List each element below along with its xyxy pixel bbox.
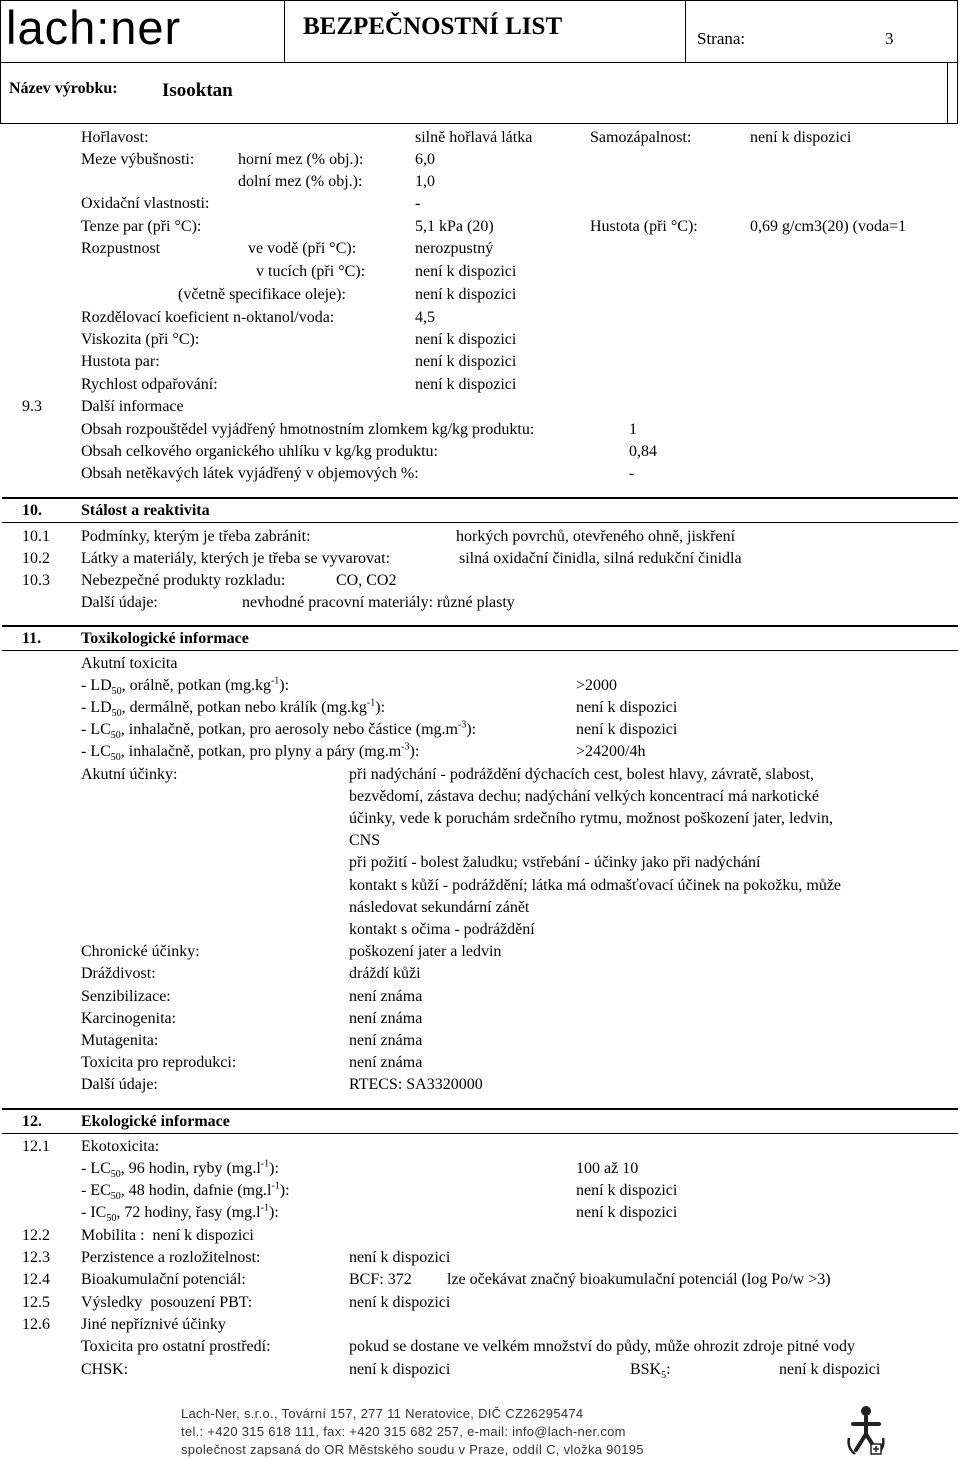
autoignition-label: Samozápalnost: bbox=[590, 129, 692, 146]
chronic-label: Chronické účinky: bbox=[81, 943, 200, 960]
row-number: 12.1 bbox=[22, 1138, 50, 1155]
ecotoxicity-label: Ekotoxicita: bbox=[81, 1138, 160, 1155]
vapour-density-label: Hustota par: bbox=[81, 353, 160, 370]
pbt-label: Výsledky posouzení PBT: bbox=[81, 1294, 253, 1311]
section-number: 12. bbox=[22, 1113, 42, 1130]
ic50-algae-value: není k dispozici bbox=[576, 1204, 678, 1221]
bsk-label: $BSK_5$: bbox=[630, 1361, 671, 1382]
acute-effects-line: účinky, vede k poruchám srdečního rytmu, možnost poškození jater, ledvin, bbox=[349, 810, 833, 827]
conditions-label: Podmínky, kterým je třeba zabránit: bbox=[81, 528, 311, 545]
environment-toxicity-label: Toxicita pro ostatní prostředí: bbox=[81, 1338, 271, 1355]
acute-effects-line: následovat sekundární zánět bbox=[349, 899, 530, 916]
footer-address: Lach-Ner, s.r.o., Tovární 157, 277 11 Neratovice, DIČ CZ26295474 bbox=[181, 1406, 584, 1421]
section-number: 11. bbox=[22, 630, 42, 647]
section-divider bbox=[2, 1108, 958, 1110]
product-label: Název výrobku: bbox=[9, 80, 118, 97]
decomposition-value: CO, CO2 bbox=[336, 572, 397, 589]
bsk-value: není k dispozici bbox=[779, 1361, 881, 1378]
sensitization-label: Senzibilizace: bbox=[81, 988, 171, 1005]
section-divider bbox=[2, 650, 958, 651]
irritation-value: dráždí kůži bbox=[349, 965, 421, 982]
ic50-algae-label: - $IC_{50}$, 72 hodiny, řasy $(mg.l^{-1})$: bbox=[81, 1202, 279, 1225]
vapour-pressure-label: Tenze par (při °C): bbox=[81, 218, 202, 235]
other-data-value: nevhodné pracovní materiály: různé plasty bbox=[242, 594, 515, 611]
acute-effects-line: bezvědomí, zástava dechu; nadýchání velkých koncentrací má narkotické bbox=[349, 788, 820, 805]
row-number: 12.5 bbox=[22, 1294, 50, 1311]
subsection-title: Další informace bbox=[81, 398, 184, 415]
other-data-value: RTECS: SA3320000 bbox=[349, 1076, 483, 1093]
acute-toxicity-title: Akutní toxicita bbox=[81, 655, 178, 672]
carcinogenicity-value: není známa bbox=[349, 1010, 423, 1027]
ld50-dermal-value: není k dispozici bbox=[576, 699, 678, 716]
chronic-value: poškození jater a ledvin bbox=[349, 943, 502, 960]
carbon-content-value: 0,84 bbox=[629, 443, 657, 460]
acute-effects-line: CNS bbox=[349, 832, 381, 849]
incompatible-value: silná oxidační činidla, silná redukční činidla bbox=[459, 550, 742, 567]
footer-contact: tel.: +420 315 618 111, fax: +420 315 682 257, e-mail: info@lach-ner.com bbox=[181, 1424, 626, 1439]
viscosity-label: Viskozita (při °C): bbox=[81, 331, 200, 348]
ec50-daphnia-value: není k dispozici bbox=[576, 1182, 678, 1199]
section-title: Stálost a reaktivita bbox=[81, 502, 210, 519]
logo: lach:ner bbox=[6, 1, 182, 54]
lc50-fish-label: - $LC_{50}$, 96 hodin, ryby $(mg.l^{-1})$: bbox=[81, 1158, 279, 1181]
other-effects-label: Jiné nepříznivé účinky bbox=[81, 1316, 226, 1333]
irritation-label: Dráždivost: bbox=[81, 965, 156, 982]
row-number: 10.2 bbox=[22, 550, 50, 567]
subsection-number: 9.3 bbox=[22, 398, 42, 415]
row-number: 12.4 bbox=[22, 1271, 50, 1288]
acute-effects-line: kontakt s kůží - podráždění; látka má odmašťovací účinek na pokožku, může bbox=[349, 877, 842, 894]
mobility-text: Mobilita : není k dispozici bbox=[81, 1227, 254, 1244]
solubility-water-value: nerozpustný bbox=[415, 240, 494, 257]
pbt-value: není k dispozici bbox=[349, 1294, 451, 1311]
page-label: Strana: bbox=[697, 29, 746, 48]
row-number: 10.1 bbox=[22, 528, 50, 545]
flammability-label: Hořlavost: bbox=[81, 129, 149, 146]
persistence-label: Perzistence a rozložitelnost: bbox=[81, 1249, 261, 1266]
autoignition-value: není k dispozici bbox=[750, 129, 852, 146]
bioaccumulation-value: BCF: 372 bbox=[349, 1271, 412, 1288]
carcinogenicity-label: Karcinogenita: bbox=[81, 1010, 177, 1027]
acute-effects-label: Akutní účinky: bbox=[81, 766, 178, 783]
section-divider bbox=[2, 497, 958, 499]
decomposition-label: Nebezpečné produkty rozkladu: bbox=[81, 572, 286, 589]
lc50-aerosol-value: není k dispozici bbox=[576, 721, 678, 738]
section-title: Toxikologické informace bbox=[81, 630, 249, 647]
section-number: 10. bbox=[22, 502, 42, 519]
header-divider bbox=[947, 62, 948, 124]
header-divider bbox=[284, 0, 285, 62]
conditions-value: horkých povrchů, otevřeného ohně, jiskření bbox=[456, 528, 736, 545]
partition-label: Rozdělovací koeficient n-oktanol/voda: bbox=[81, 309, 335, 326]
environment-toxicity-value: pokud se dostane ve velkém množství do půdy, může ohrozit zdroje pitné vody bbox=[349, 1338, 855, 1355]
section-divider bbox=[2, 522, 958, 523]
reproduction-label: Toxicita pro reprodukci: bbox=[81, 1054, 237, 1071]
evaporation-value: není k dispozici bbox=[415, 376, 517, 393]
recycling-person-icon bbox=[845, 1404, 887, 1456]
mutagenicity-label: Mutagenita: bbox=[81, 1032, 159, 1049]
section-title: Ekologické informace bbox=[81, 1113, 230, 1130]
section-divider bbox=[2, 625, 958, 627]
acute-effects-line: při požití - bolest žaludku; vstřebání - účinky jako při nadýchání bbox=[349, 854, 761, 871]
explosion-upper-value: 6,0 bbox=[415, 151, 435, 168]
chsk-value: není k dispozici bbox=[349, 1361, 451, 1378]
acute-effects-line: při nadýchání - podráždění dýchacích cest, bolest hlavy, závratě, slabost, bbox=[349, 766, 815, 783]
solubility-water-label: ve vodě (při °C): bbox=[248, 240, 357, 257]
density-label: Hustota (při °C): bbox=[590, 218, 698, 235]
evaporation-label: Rychlost odpařování: bbox=[81, 376, 218, 393]
lc50-aerosol-label: - $LC_{50}$, inhalačně, potkan, pro aerosoly nebo částice $(mg.m^{-3})$: bbox=[81, 719, 477, 742]
solubility-oil-value: není k dispozici bbox=[415, 286, 517, 303]
solvent-content-label: Obsah rozpouštědel vyjádřený hmotnostním zlomkem kg/kg produktu: bbox=[81, 421, 535, 438]
lc50-gas-value: >24200/4h bbox=[576, 743, 646, 760]
row-number: 10.3 bbox=[22, 572, 50, 589]
section-divider bbox=[2, 1133, 958, 1134]
vapour-density-value: není k dispozici bbox=[415, 353, 517, 370]
sensitization-value: není známa bbox=[349, 988, 423, 1005]
ld50-oral-value: >2000 bbox=[576, 677, 618, 694]
solubility-oil-label: (včetně specifikace oleje): bbox=[178, 286, 346, 303]
density-value: 0,69 g/cm3(20) (voda=1 bbox=[750, 218, 907, 235]
carbon-content-label: Obsah celkového organického uhlíku v kg/kg produktu: bbox=[81, 443, 438, 460]
mutagenicity-value: není známa bbox=[349, 1032, 423, 1049]
acute-effects-line: kontakt s očima - podráždění bbox=[349, 921, 535, 938]
row-number: 12.6 bbox=[22, 1316, 50, 1333]
oxidizing-label: Oxidační vlastnosti: bbox=[81, 195, 210, 212]
nonvolatile-label: Obsah netěkavých látek vyjádřený v objemových %: bbox=[81, 465, 419, 482]
flammability-value: silně hořlavá látka bbox=[415, 129, 533, 146]
bioaccumulation-label: Bioakumulační potenciál: bbox=[81, 1271, 246, 1288]
nonvolatile-value: - bbox=[629, 465, 635, 482]
solvent-content-value: 1 bbox=[629, 421, 637, 438]
page-title: BEZPEČNOSTNÍ LIST bbox=[303, 13, 563, 40]
other-data-label: Další údaje: bbox=[81, 594, 158, 611]
oxidizing-value: - bbox=[415, 195, 421, 212]
incompatible-label: Látky a materiály, kterých je třeba se vyvarovat: bbox=[81, 550, 391, 567]
other-data-label: Další údaje: bbox=[81, 1076, 158, 1093]
persistence-value: není k dispozici bbox=[349, 1249, 451, 1266]
solubility-fat-label: v tucích (při °C): bbox=[256, 263, 366, 280]
ld50-oral-label: - $LD_{50}$, orálně, potkan $(mg.kg^{-1})$: bbox=[81, 675, 290, 698]
explosion-limits-label: Meze výbušnosti: bbox=[81, 151, 195, 168]
bioaccumulation-note: lze očekávat značný bioakumulační potenciál (log Po/w >3) bbox=[447, 1271, 831, 1288]
explosion-lower-label: dolní mez (% obj.): bbox=[238, 173, 363, 190]
header-divider bbox=[0, 62, 958, 63]
explosion-lower-value: 1,0 bbox=[415, 173, 435, 190]
row-number: 12.2 bbox=[22, 1227, 50, 1244]
partition-value: 4,5 bbox=[415, 309, 435, 326]
header-divider bbox=[685, 0, 686, 62]
solubility-label: Rozpustnost bbox=[81, 240, 161, 257]
explosion-upper-label: horní mez (% obj.): bbox=[238, 151, 364, 168]
solubility-fat-value: není k dispozici bbox=[415, 263, 517, 280]
reproduction-value: není známa bbox=[349, 1054, 423, 1071]
lc50-fish-value: 100 až 10 bbox=[576, 1160, 639, 1177]
lc50-gas-label: - $LC_{50}$, inhalačně, potkan, pro plyny a páry $(mg.m^{-3})$: bbox=[81, 741, 420, 764]
product-name: Isooktan bbox=[162, 80, 233, 101]
vapour-pressure-value: 5,1 kPa (20) bbox=[415, 218, 494, 235]
chsk-label: CHSK: bbox=[81, 1361, 129, 1378]
row-number: 12.3 bbox=[22, 1249, 50, 1266]
viscosity-value: není k dispozici bbox=[415, 331, 517, 348]
ld50-dermal-label: - $LD_{50}$, dermálně, potkan nebo králík $(mg.kg^{-1})$: bbox=[81, 697, 386, 720]
page-number: 3 bbox=[885, 29, 894, 48]
footer-registration: společnost zapsaná do OR Městského soudu v Praze, oddíl C, vložka 90195 bbox=[181, 1442, 644, 1457]
ec50-daphnia-label: - $EC_{50}$, 48 hodin, dafnie $(mg.l^{-1})$: bbox=[81, 1180, 290, 1203]
